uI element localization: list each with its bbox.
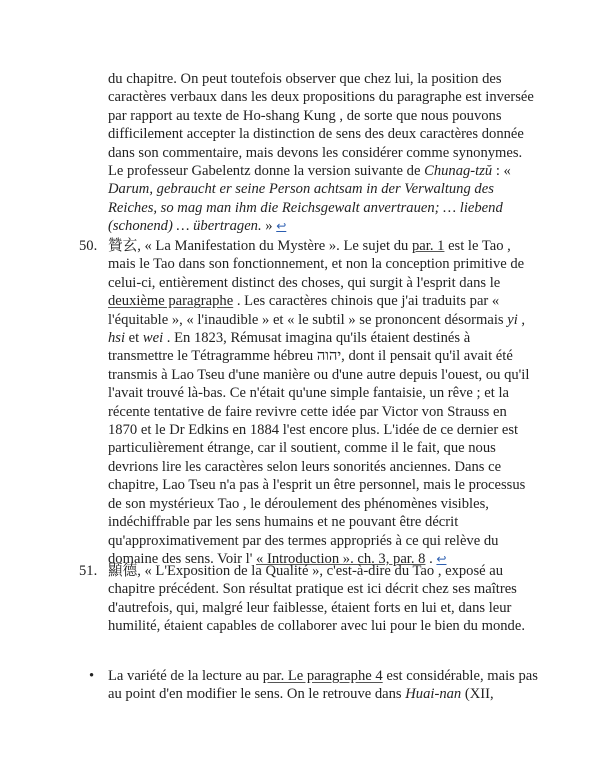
work-title: Huai-nan — [405, 686, 462, 703]
bullet-item — [89, 667, 539, 704]
second-paragraph-link[interactable]: deuxième paragraphe — [108, 293, 234, 310]
footnote-text: 贊玄, « La Manifestation du Mystère ». Le sujet du — [108, 238, 412, 254]
footnote-50 — [79, 237, 539, 568]
footnote-51 — [79, 562, 539, 636]
footnote-text: . Les caractères chinois que j'ai traduits par « l'équitable », « l'inaudible » et « le subtil » se prononcent désormais — [108, 293, 508, 328]
back-link-icon[interactable]: ↩ — [276, 219, 287, 234]
footnote-text: est le Tao , mais le Tao dans son fonctionnement, et non la conception primitive de celui-ci, entièrement distinct des choses, qui surgit à l'esprit dans le — [108, 238, 525, 291]
romanized-word: wei — [142, 330, 164, 347]
back-link-icon[interactable]: ↩ — [436, 551, 447, 566]
bullet-icon: • — [89, 668, 95, 684]
bullet-text: (XII, — [461, 686, 494, 703]
paragraph-text: : « — [492, 163, 511, 180]
romanized-word: yi — [507, 311, 518, 328]
footnote-text: et — [125, 330, 143, 347]
bullet-text: est considérable, mais pas au point d'en modifier le sens. On le retrouve dans — [108, 668, 538, 703]
footnote-text: 顯德, « L'Exposition de la Qualité », c'est-à-dire du Tao , exposé au chapitre précédent. Son résultat pratique est ici décrit chez ses maîtres d'autrefois, qui, malgré leur faiblesse, étaient forts en lui et, dans leur humilité, étaient capables de collaborer avec lui pour le bien du monde. — [108, 563, 525, 635]
footnote-number: 50. — [79, 238, 98, 254]
footnote-text: , — [517, 311, 526, 328]
footnote-number: 51. — [79, 563, 98, 579]
paragraph-text: du chapitre. On peut toutefois observer que chez lui, la position des caractères verbaux dans les deux propositions du paragraphe est inversée par rapport au texte de Ho-shang Kung , de sorte que nous pouvons difficilement accepter la distinction de sens des deux caractères donnée dans son commentaire, mais devons les considérer comme synonymes. Le professeur Gabelentz donne la version suivante de — [108, 71, 534, 180]
romanized-word: hsi — [108, 330, 126, 347]
german-quote: Darum, gebraucht er seine Person achtsam in der Verwaltung des Reiches, so mag man ihm die Reichsgewalt anvertrauen; … liebend (schonend) … übertragen. — [108, 181, 503, 235]
continued-paragraph — [108, 70, 538, 236]
footnote-text: . En 1823, Rémusat imagina qu'ils étaient destinés à transmettre le Tétragramme hébreu יהוה, dont il pensait qu'il avait été transmis à Lao Tseu d'une manière ou d'une autre depuis l'ouest, ou qu'il l'avait trouvé là-bas. Ce n'était qu'une simple fantaisie, un rêve ; et la récente tentative de faire revivre cette idée par Victor von Strauss en 1870 et le Dr Edkins en 1884 l'est encore plus. L'idée de ce dernier est particulièrement étrange, car il soutient, comme il le fait, que nous devrions lire les caractères selon leurs sonorités anciennes. Dans ce chapitre, Lao Tseu n'a pas à l'esprit un être personnel, mais le processus de son mystérieux Tao , le déroulement des phénomènes visibles, indéchiffrable par les sens humains et ne pouvant être décrit qu'approximativement par des termes appropriés à ce qui relève du domaine des sens. Voir l' — [108, 330, 530, 567]
introduction-link[interactable]: « Introduction ». ch. 3, par. 8 — [256, 550, 426, 567]
paragraph-1-link[interactable]: par. 1 — [411, 238, 445, 254]
paragraph-text: » — [261, 218, 273, 235]
footnote-text: . — [425, 550, 437, 567]
bullet-text: La variété de la lecture au — [108, 668, 263, 684]
paragraph-4-link[interactable]: par. Le paragraphe 4 — [262, 668, 383, 684]
work-title: Chunag-tzŭ — [424, 163, 493, 180]
